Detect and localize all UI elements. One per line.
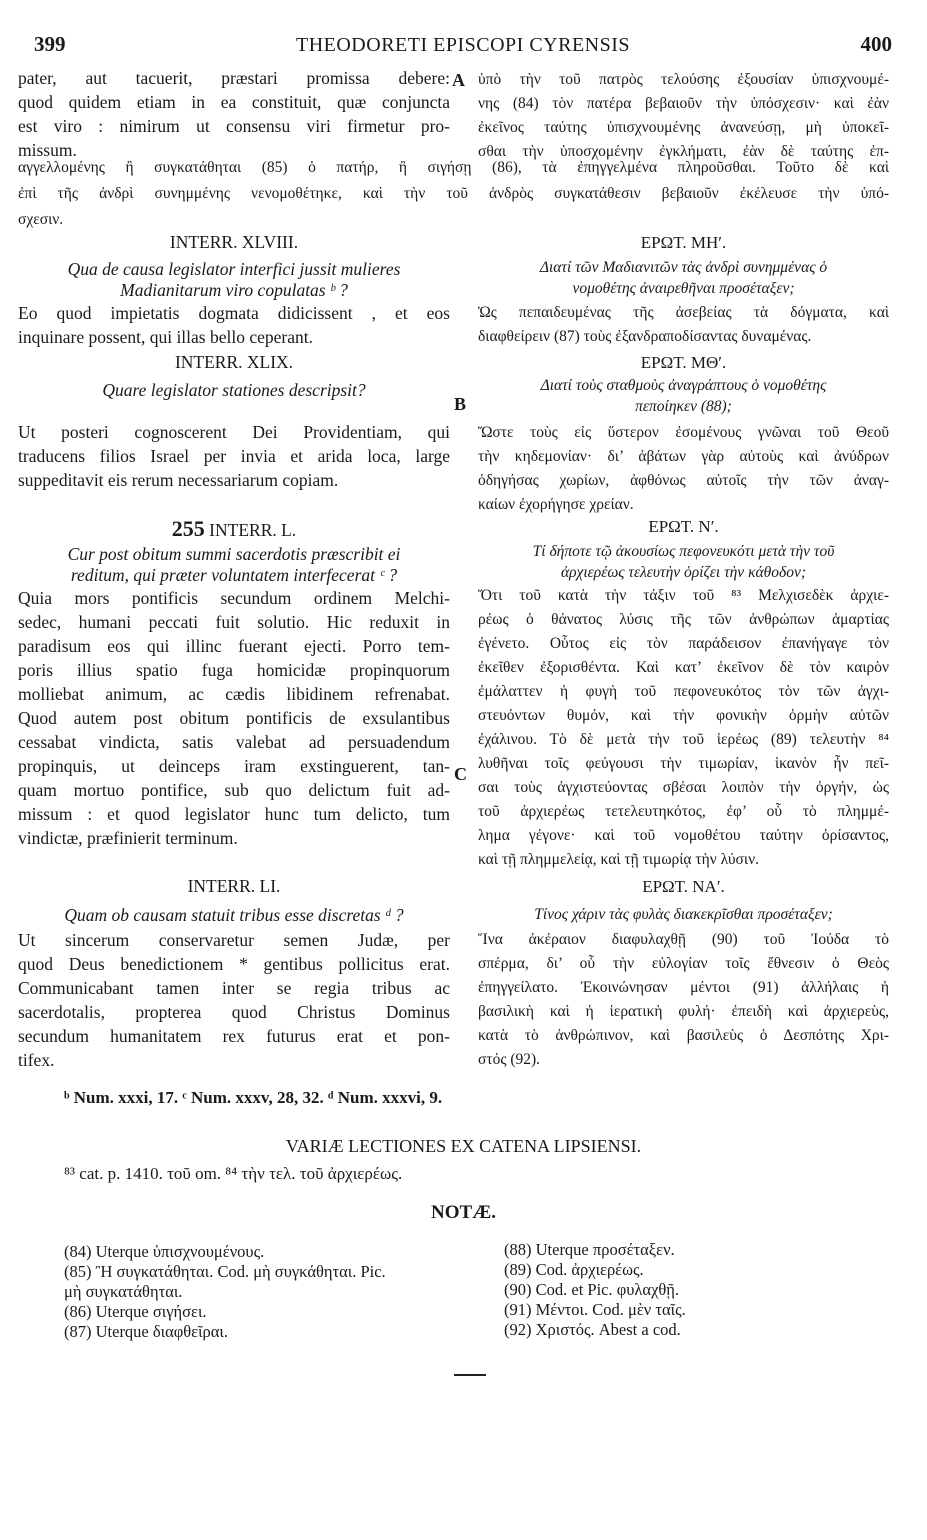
answer-line: Ὅτι τοῦ κατὰ τὴν τάξιν τοῦ ⁸³ Μελχισεδὲκ ἀρχιε- [478, 587, 889, 604]
page-number-right: 400 [860, 32, 892, 56]
margin-letter-c: C [454, 764, 467, 784]
answer-line: στός (92). [478, 1051, 541, 1068]
section-heading: INTERR. XLIX. [174, 352, 294, 372]
greek-line: ἐπὶ τῆς ἀνδρὶ συνημμένης νενομοθέτηκε, καὶ τὴν τοῦ ἀνδρὸς συγκατάθεσιν βεβαιοῦν ἐκέλευσε τὴν ὑπό- [18, 185, 889, 202]
answer-line: vindictæ, præfinierit terminum. [18, 828, 238, 848]
note-line: μὴ συγκατάθηται. [64, 1282, 183, 1301]
question-title: Τί δήποτε τῷ ἀκουσίως πεφονευκότι μετὰ τὴν τοῦ [532, 543, 835, 560]
note-line: (89) Cod. ἀρχιερέως. [504, 1260, 644, 1279]
question-title: reditum, qui præter voluntatem interfecerat ᶜ ? [70, 565, 398, 585]
note-line: (91) Μέντοι. Cod. μὲν ταῖς. [504, 1300, 686, 1319]
variae-line: ⁸³ cat. p. 1410. τοῦ om. ⁸⁴ τὴν τελ. τοῦ ἀρχιερέως. [64, 1164, 403, 1183]
answer-line: secundum humanitatem rex futurus erat et pon- [18, 1026, 450, 1046]
section-heading: ΕΡΩΤ. ΜΗʹ. [640, 233, 727, 252]
question-title: νομοθέτης ἀναιρεθῆναι προσέταξεν; [572, 280, 795, 297]
greek-line: νης (84) τὸν πατέρα βεβαιοῦν τὴν ὑπόσχεσιν· καὶ ἐὰν [478, 95, 889, 112]
answer-line: paradisum eos qui illinc fuerant ejecti. Porro tem- [18, 636, 450, 656]
answer-line: καὶ τῇ πλημμελείᾳ, καὶ τῇ τιμωρίᾳ τὴν λύσιν. [478, 851, 759, 868]
question-title: Madianitarum viro copulatas ᵇ ? [120, 280, 348, 300]
page-number-left: 399 [34, 32, 66, 56]
answer-line: ἐκεῖθεν ἐξορισθέντα. Καὶ κατ’ ἐκεῖνον δὲ τὸν καιρὸν [478, 659, 889, 676]
answer-line: molliebat animum, ac cædis libidinem refrenabat. [18, 684, 450, 704]
answer-line: λημα γέγονε· καὶ τοῦ νομοθέτου ταύτην ὁρίσαντος, [478, 827, 889, 844]
answer-line: quam mortuo pontifice, sub quo delictum fuit ad- [18, 780, 450, 800]
answer-line: suppeditavit eis rerum necessariarum copiam. [18, 470, 339, 490]
answer-line: ἐχάλινου. Τὸ δὲ μετὰ τὴν τοῦ ἱερέως (89) τελευτὴν ⁸⁴ [478, 731, 889, 748]
question-title: ἀρχιερέως τελευτὴν ὁρίζει τὴν κάθοδον; [560, 564, 807, 581]
section-heading-label: INTERR. L. [209, 520, 297, 540]
answer-line: καίων ἐχορήγησε χρείαν. [478, 496, 634, 513]
section-number: 255 [171, 516, 205, 541]
margin-letter-a: A [452, 70, 465, 90]
greek-line: σχεσιν. [18, 211, 64, 228]
note-line: (87) Uterque διαφθεῖραι. [64, 1322, 228, 1341]
note-line: (84) Uterque ὑπισχνουμένους. [64, 1242, 265, 1261]
answer-line: ἐπηγγείλατο. Ἐκοινώνησαν μέντοι (91) ἀλλήλαις ἡ [478, 979, 889, 996]
answer-line: βασιλικὴ καὶ ἡ ἱερατικὴ φυλή· ἐπειδὴ καὶ ἀρχιερεὺς, [478, 1003, 889, 1020]
answer-line: traducens filios Israel per invia et arida loca, large [18, 446, 450, 466]
notae-heading: NOTÆ. [431, 1202, 496, 1223]
answer-line: λυθῆναι τοῖς φεύγουσι τὴν τιμωρίαν, ἱκανὸν ἦν πεῖ- [478, 755, 889, 772]
answer-line: Ut posteri cognoscerent Dei Providentiam, qui [18, 422, 450, 442]
question-title: Τίνος χάριν τὰς φυλὰς διακεκρῖσθαι προσέταξεν; [534, 906, 833, 923]
answer-line: Ἵνα ἀκέραιον διαφυλαχθῇ (90) τοῦ Ἰούδα τὸ [478, 931, 889, 948]
section-heading: ΕΡΩΤ. Νʹ. [648, 517, 719, 536]
note-line: (88) Uterque προσέταξεν. [504, 1240, 675, 1259]
answer-line: Ὥστε τοὺς εἰς ὕστερον ἐσομένους γνῶναι τοῦ Θεοῦ [478, 424, 889, 441]
latin-line: missum. [18, 140, 77, 160]
greek-line: σθαι τὴν ὑποσχομένην ἐγκλήματι, ἐὰν δὲ ταύτης ἐπ- [478, 143, 889, 160]
margin-letter-b: B [454, 394, 467, 414]
latin-line: est viro : nimirum ut consensu viri firmetur pro- [18, 116, 450, 136]
answer-line: τὴν κηδεμονίαν· δι’ ἀβάτων γὰρ αὐτοὺς καὶ ἀνύδρων [478, 448, 889, 465]
answer-line: Eo quod impietatis dogmata didicissent , et eos [18, 303, 450, 323]
answer-line: στευόντων θυμόν, καὶ τὴν φονικὴν ὁρμὴν αὐτῶν [478, 707, 889, 724]
answer-line: διαφθείρειν (87) τοὺς ἐξανδραποδίσαντας δυναμένας. [478, 328, 812, 345]
section-heading: INTERR. LI. [187, 876, 281, 896]
greek-line: αγγελλομένης ἢ συγκατάθηται (85) ὁ πατήρ, ἢ σιγήσῃ (86), τὰ ἐπηγγελμένα πληροῦσθαι. Τοῦτο δὲ καὶ [18, 159, 889, 176]
answer-line: κατὰ τὸ ἀνθρώπινον, καὶ βασιλεὺς ὁ Δεσπότης Χρι- [478, 1027, 889, 1044]
answer-line: inquinare possent, qui illas bello ceperant. [18, 327, 313, 347]
answer-line: ὁδηγήσας χωρίων, ἀφθόνως αὐτοῖς τὴν τῶν ἀναγ- [478, 472, 889, 489]
answer-line: cessabat vindicta, satis valebat ad persuadendum [18, 732, 450, 752]
question-title: Quam ob causam statuit tribus esse discretas ᵈ ? [64, 905, 404, 925]
question-title: Διατί τῶν Μαδιανιτῶν τὰς ἀνδρὶ συνημμένας ὁ [539, 259, 828, 276]
greek-line: ὑπὸ τὴν τοῦ πατρὸς τελούσης ἐξουσίαν ὑπισχνουμέ- [478, 71, 889, 88]
question-title: Διατί τοὺς σταθμοὺς ἀναγράπτους ὁ νομοθέτης [540, 377, 827, 394]
answer-line: τοῦ ἀρχιερέως τετελευτηκότος, ἐφ’ οὗ τὸ πλημμέ- [478, 803, 889, 820]
answer-line: Quia mors pontificis secundum ordinem Melchi- [18, 588, 450, 608]
latin-line: quod quidem etiam in ea constituit, quæ conjuncta [18, 92, 450, 112]
answer-line: ἐγένετο. Οὗτος εἰς τὸν παράδεισον ἐπανήγαγε τὸν [478, 635, 889, 652]
answer-line: propinquis, ut deinceps iram exstinguerent, tan- [18, 756, 450, 776]
answer-line: Quod autem post obitum pontificis de exsulantibus [18, 708, 450, 728]
note-line: (92) Χριστός. Abest a cod. [504, 1320, 681, 1339]
answer-line: Ὡς πεπαιδευμένας τῆς ἀσεβείας τὰ δόγματα, καὶ [478, 304, 889, 321]
question-title: Cur post obitum summi sacerdotis præscribit ei [67, 544, 401, 564]
answer-line: missum : et quod legislator hunc tum delicto, tum [18, 804, 450, 824]
section-heading: ΕΡΩΤ. ΜΘʹ. [640, 353, 727, 372]
closing-rule [454, 1374, 486, 1376]
answer-line: Ut sincerum conservaretur semen Judæ, per [18, 930, 450, 950]
greek-line: ἐκεῖνος ταύτης ὑπισχνουμένης ἀνανεύσῃ, μὴ ὑποκεῖ- [478, 119, 889, 136]
question-title: πεποίηκεν (88); [635, 398, 732, 415]
note-line: (85) Ἢ συγκατάθηται. Cod. μὴ συγκάθηται. Pic. [64, 1262, 386, 1281]
latin-line: pater, aut tacuerit, præstari promissa debere: [18, 68, 450, 88]
footnotes: ᵇ Num. xxxi, 17. ᶜ Num. xxxv, 28, 32. ᵈ Num. xxxvi, 9. [64, 1088, 443, 1107]
answer-line: tifex. [18, 1050, 55, 1070]
note-line: (90) Cod. et Pic. φυλαχθῇ. [504, 1280, 680, 1299]
answer-line: ρέως ὁ θάνατος λύσις τῆς τῶν ἀνθρώπων ἁμαρτίας [478, 611, 889, 628]
section-heading: INTERR. XLVIII. [169, 232, 299, 252]
answer-line: poris illius spatio fuga homicidæ propinquorum [18, 660, 450, 680]
answer-line: sedec, humani peccati fuit solutio. Hic reduxit in [18, 612, 450, 632]
answer-line: Communicabant tamen inter se regia tribus ac [18, 978, 450, 998]
question-title: Quare legislator stationes descripsit? [102, 380, 366, 400]
question-title: Qua de causa legislator interfici jussit mulieres [67, 259, 401, 279]
answer-line: ἐμάλαττεν ἡ φυγὴ τοῦ πεφονευκότος τὸν τῶν ἀγχι- [478, 683, 889, 700]
variae-heading: VARIÆ LECTIONES EX CATENA LIPSIENSI. [285, 1136, 642, 1156]
answer-line: σαι τοὺς ἀγχιστεύοντας σβέσαι λοιπὸν τὴν ὀργήν, ὡς [478, 779, 889, 796]
answer-line: sacerdotalis, propterea quod Christus Dominus [18, 1002, 450, 1022]
section-heading [18, 518, 450, 540]
running-head [34, 32, 892, 62]
note-line: (86) Uterque σιγήσει. [64, 1302, 207, 1321]
answer-line: σπέρμα, δι’ οὗ τὴν εὐλογίαν τοῖς ἔθνεσιν ὁ Θεὸς [478, 955, 889, 972]
section-heading: ΕΡΩΤ. ΝΑʹ. [642, 877, 725, 896]
answer-line: quod Deus benedictionem * gentibus pollicitus erat. [18, 954, 450, 974]
running-title: THEODORETI EPISCOPI CYRENSIS [295, 34, 631, 56]
